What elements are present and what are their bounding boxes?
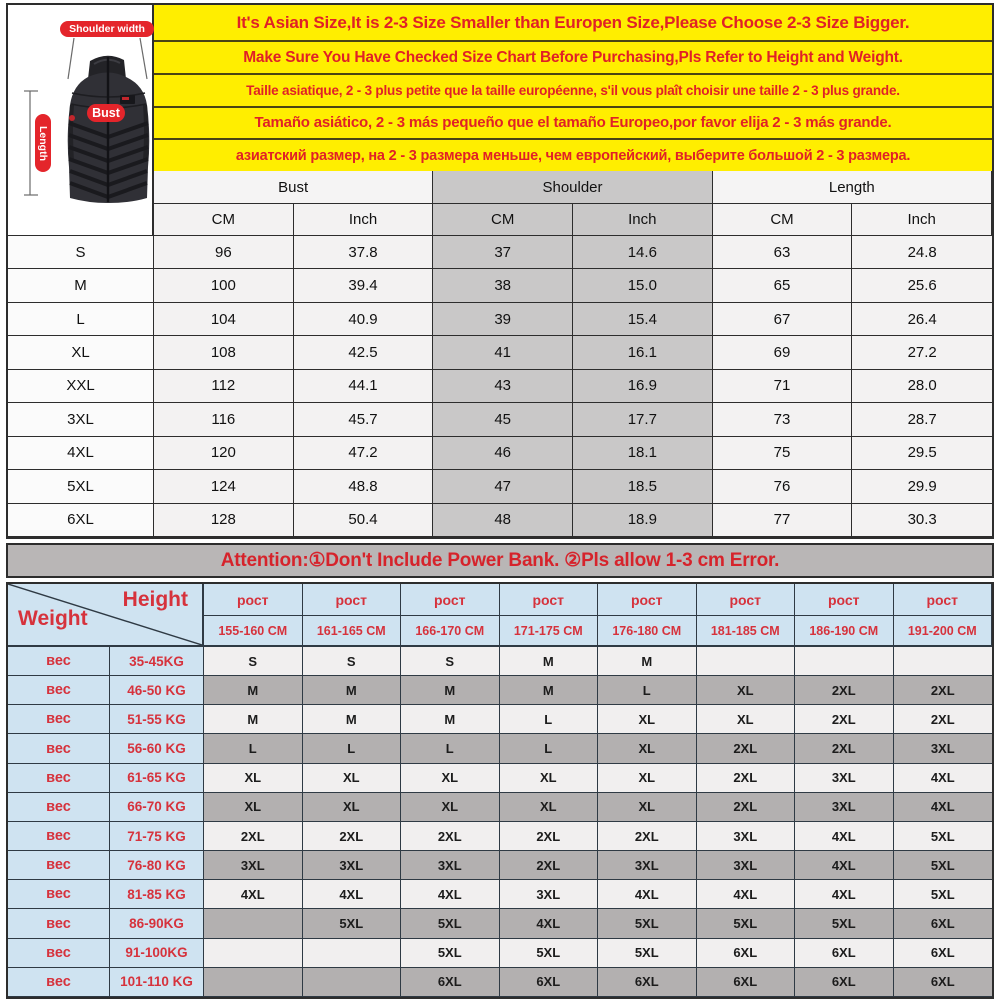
size-chart-value-cell: 18.9	[573, 504, 713, 537]
bust-text: Bust	[92, 106, 120, 120]
recommended-size-cell: 3XL	[795, 764, 894, 793]
recommended-size-cell	[204, 939, 303, 968]
weight-row-label: вес	[8, 880, 110, 909]
column-group-length: Length	[713, 171, 992, 204]
recommended-size-cell: 5XL	[894, 851, 993, 880]
size-chart-value-cell: 16.9	[573, 370, 713, 403]
unit-header-bust-cm: CM	[154, 204, 294, 236]
size-chart-value-cell: 71	[713, 370, 853, 403]
size-chart-value-cell: 41	[433, 336, 573, 369]
recommended-size-cell: M	[204, 705, 303, 734]
recommended-size-cell: S	[303, 647, 402, 676]
weight-range-label: 86-90KG	[110, 909, 204, 938]
unit-header-shoulder-inch: Inch	[573, 204, 713, 236]
weight-row-label: вес	[8, 968, 110, 997]
size-chart-value-cell: 46	[433, 437, 573, 470]
weight-range-label: 46-50 KG	[110, 676, 204, 705]
recommended-size-cell: 2XL	[894, 676, 993, 705]
size-row-label: 5XL	[8, 470, 154, 503]
recommended-size-cell: 4XL	[303, 880, 402, 909]
size-chart-value-cell: 24.8	[852, 236, 992, 269]
height-column-header: рост	[795, 584, 894, 616]
recommended-size-cell: XL	[598, 734, 697, 763]
size-chart-value-cell: 45	[433, 403, 573, 436]
banner-spanish: Tamaño asiático, 2 - 3 más pequeño que el tamaño Europeo,por favor elija 2 - 3 más grande.	[154, 108, 992, 141]
size-chart-value-cell: 37	[433, 236, 573, 269]
height-range-header: 161-165 CM	[303, 616, 402, 647]
height-range-header: 181-185 CM	[697, 616, 796, 647]
recommended-size-cell: M	[500, 647, 599, 676]
height-range-header: 171-175 CM	[500, 616, 599, 647]
recommended-size-cell: S	[204, 647, 303, 676]
recommended-size-cell: 2XL	[697, 734, 796, 763]
size-chart-value-cell: 17.7	[573, 403, 713, 436]
recommended-size-cell: 2XL	[795, 676, 894, 705]
length-text: Length	[37, 125, 49, 161]
recommended-size-cell: XL	[204, 793, 303, 822]
recommended-size-cell: 2XL	[401, 822, 500, 851]
recommended-size-cell	[303, 939, 402, 968]
recommended-size-cell: 3XL	[204, 851, 303, 880]
recommended-size-cell: M	[500, 676, 599, 705]
size-row-label: L	[8, 303, 154, 336]
recommended-size-cell: L	[500, 705, 599, 734]
weight-range-label: 76-80 KG	[110, 851, 204, 880]
size-chart-value-cell: 69	[713, 336, 853, 369]
height-column-header: рост	[697, 584, 796, 616]
recommended-size-cell: 2XL	[303, 822, 402, 851]
recommended-size-cell: 3XL	[500, 880, 599, 909]
size-row-label: XL	[8, 336, 154, 369]
recommended-size-cell: M	[598, 647, 697, 676]
weight-row-label: вес	[8, 851, 110, 880]
recommended-size-cell: 4XL	[500, 909, 599, 938]
recommended-size-cell: 6XL	[697, 939, 796, 968]
weight-range-label: 101-110 KG	[110, 968, 204, 997]
size-chart-value-cell: 50.4	[294, 504, 434, 537]
recommended-size-cell: 4XL	[795, 880, 894, 909]
recommended-size-cell: 3XL	[697, 851, 796, 880]
recommended-size-cell: 4XL	[598, 880, 697, 909]
unit-header-bust-inch: Inch	[294, 204, 434, 236]
recommended-size-cell: 6XL	[401, 968, 500, 997]
bust-label	[87, 104, 125, 122]
recommended-size-cell: 6XL	[894, 939, 993, 968]
weight-row-label: вес	[8, 909, 110, 938]
weight-range-label: 66-70 KG	[110, 793, 204, 822]
recommended-size-cell	[795, 647, 894, 676]
recommended-size-cell: XL	[204, 764, 303, 793]
size-chart-value-cell: 27.2	[852, 336, 992, 369]
corner-height-label: Height	[122, 588, 188, 611]
height-range-header: 155-160 CM	[204, 616, 303, 647]
weight-row-label: вес	[8, 676, 110, 705]
recommended-size-cell: 6XL	[697, 968, 796, 997]
recommended-size-cell: 3XL	[303, 851, 402, 880]
recommended-size-cell: 3XL	[795, 793, 894, 822]
column-group-shoulder: Shoulder	[433, 171, 712, 204]
size-chart-value-cell: 96	[154, 236, 294, 269]
unit-header-length-inch: Inch	[852, 204, 992, 236]
height-range-header: 186-190 CM	[795, 616, 894, 647]
attention-note: Attention:①Don't Include Power Bank. ②Pls allow 1-3 cm Error.	[6, 543, 994, 578]
recommended-size-cell: 2XL	[500, 822, 599, 851]
recommended-size-cell: 4XL	[697, 880, 796, 909]
recommended-size-cell	[204, 968, 303, 997]
recommended-size-cell: 2XL	[795, 734, 894, 763]
size-chart-value-cell: 120	[154, 437, 294, 470]
recommended-size-cell: 2XL	[795, 705, 894, 734]
size-chart-value-cell: 116	[154, 403, 294, 436]
weight-row-label: вес	[8, 647, 110, 676]
size-chart-value-cell: 38	[433, 269, 573, 302]
recommended-size-cell: 5XL	[401, 909, 500, 938]
recommended-size-cell: L	[204, 734, 303, 763]
weight-range-label: 51-55 KG	[110, 705, 204, 734]
recommended-size-cell: 3XL	[697, 822, 796, 851]
size-chart-value-cell: 28.7	[852, 403, 992, 436]
size-row-label: XXL	[8, 370, 154, 403]
size-chart-value-cell: 108	[154, 336, 294, 369]
height-weight-fit-table	[6, 582, 994, 999]
recommended-size-cell: XL	[697, 705, 796, 734]
weight-row-label: вес	[8, 822, 110, 851]
recommended-size-cell: 6XL	[500, 968, 599, 997]
size-chart-value-cell: 42.5	[294, 336, 434, 369]
size-chart-table	[6, 3, 994, 539]
size-chart-value-cell: 28.0	[852, 370, 992, 403]
height-column-header: рост	[894, 584, 993, 616]
size-chart-value-cell: 18.5	[573, 470, 713, 503]
recommended-size-cell: 5XL	[598, 939, 697, 968]
size-chart-value-cell: 30.3	[852, 504, 992, 537]
size-chart-value-cell: 44.1	[294, 370, 434, 403]
vest-product-image	[8, 5, 154, 236]
size-chart-value-cell: 25.6	[852, 269, 992, 302]
banner-english-check-chart: Make Sure You Have Checked Size Chart Before Purchasing,Pls Refer to Height and Weight.	[154, 42, 992, 75]
recommended-size-cell: 4XL	[894, 793, 993, 822]
size-chart-value-cell: 15.0	[573, 269, 713, 302]
recommended-size-cell: 2XL	[598, 822, 697, 851]
recommended-size-cell: XL	[500, 764, 599, 793]
recommended-size-cell	[697, 647, 796, 676]
size-chart-value-cell: 67	[713, 303, 853, 336]
recommended-size-cell: 4XL	[795, 851, 894, 880]
size-chart-value-cell: 77	[713, 504, 853, 537]
size-row-label: 4XL	[8, 437, 154, 470]
recommended-size-cell: 6XL	[598, 968, 697, 997]
length-label	[35, 114, 51, 172]
size-chart-value-cell: 15.4	[573, 303, 713, 336]
recommended-size-cell: L	[598, 676, 697, 705]
recommended-size-cell: 5XL	[598, 909, 697, 938]
size-chart-value-cell: 26.4	[852, 303, 992, 336]
recommended-size-cell: XL	[598, 764, 697, 793]
recommended-size-cell: 4XL	[795, 822, 894, 851]
recommended-size-cell: L	[500, 734, 599, 763]
recommended-size-cell: M	[204, 676, 303, 705]
recommended-size-cell: 3XL	[401, 851, 500, 880]
recommended-size-cell: M	[401, 676, 500, 705]
size-chart-value-cell: 43	[433, 370, 573, 403]
size-chart-value-cell: 16.1	[573, 336, 713, 369]
size-chart-value-cell: 112	[154, 370, 294, 403]
vest-illustration	[8, 5, 154, 236]
size-row-label: 6XL	[8, 504, 154, 537]
recommended-size-cell: 5XL	[894, 822, 993, 851]
recommended-size-cell: 6XL	[894, 909, 993, 938]
weight-row-label: вес	[8, 734, 110, 763]
banner-russian: азиатский размер, на 2 - 3 размера меньше, чем европейский, выберите большой 2 - 3 размера.	[154, 140, 992, 171]
recommended-size-cell: 5XL	[795, 909, 894, 938]
recommended-size-cell	[894, 647, 993, 676]
size-chart-value-cell: 47.2	[294, 437, 434, 470]
recommended-size-cell: 5XL	[500, 939, 599, 968]
weight-range-label: 71-75 KG	[110, 822, 204, 851]
recommended-size-cell: XL	[401, 764, 500, 793]
corner-weight-label: Weight	[18, 607, 88, 630]
size-chart-value-cell: 29.9	[852, 470, 992, 503]
recommended-size-cell: 2XL	[697, 793, 796, 822]
recommended-size-cell: M	[303, 705, 402, 734]
weight-row-label: вес	[8, 939, 110, 968]
recommended-size-cell: 4XL	[204, 880, 303, 909]
size-chart-value-cell: 76	[713, 470, 853, 503]
recommended-size-cell: S	[401, 647, 500, 676]
recommended-size-cell: 6XL	[795, 939, 894, 968]
size-chart-value-cell: 45.7	[294, 403, 434, 436]
banner-french: Taille asiatique, 2 - 3 plus petite que la taille européenne, s'il vous plaît choisir une taille 2 - 3 plus grande.	[154, 75, 992, 108]
vest-side-button	[69, 115, 75, 121]
recommended-size-cell: XL	[303, 793, 402, 822]
recommended-size-cell	[204, 909, 303, 938]
recommended-size-cell: L	[401, 734, 500, 763]
weight-row-label: вес	[8, 764, 110, 793]
height-weight-corner-cell	[8, 584, 204, 647]
warning-banners	[154, 5, 992, 171]
recommended-size-cell: M	[303, 676, 402, 705]
weight-range-label: 61-65 KG	[110, 764, 204, 793]
column-group-bust: Bust	[154, 171, 433, 204]
height-range-header: 191-200 CM	[894, 616, 993, 647]
size-chart-value-cell: 104	[154, 303, 294, 336]
size-chart-value-cell: 48	[433, 504, 573, 537]
recommended-size-cell: 6XL	[894, 968, 993, 997]
unit-header-shoulder-cm: CM	[433, 204, 573, 236]
size-chart-value-cell: 75	[713, 437, 853, 470]
weight-range-label: 91-100KG	[110, 939, 204, 968]
size-chart-value-cell: 73	[713, 403, 853, 436]
height-range-header: 176-180 CM	[598, 616, 697, 647]
recommended-size-cell: 2XL	[204, 822, 303, 851]
recommended-size-cell: L	[303, 734, 402, 763]
weight-range-label: 56-60 KG	[110, 734, 204, 763]
weight-row-label: вес	[8, 793, 110, 822]
shoulder-width-text: Shoulder width	[69, 23, 145, 35]
recommended-size-cell: XL	[598, 705, 697, 734]
recommended-size-cell: 2XL	[500, 851, 599, 880]
recommended-size-cell	[303, 968, 402, 997]
unit-header-length-cm: CM	[713, 204, 853, 236]
size-chart-value-cell: 47	[433, 470, 573, 503]
recommended-size-cell: XL	[598, 793, 697, 822]
height-column-header: рост	[401, 584, 500, 616]
recommended-size-cell: M	[401, 705, 500, 734]
size-chart-value-cell: 128	[154, 504, 294, 537]
recommended-size-cell: XL	[303, 764, 402, 793]
recommended-size-cell: 2XL	[894, 705, 993, 734]
size-chart-value-cell: 18.1	[573, 437, 713, 470]
size-chart-value-cell: 39	[433, 303, 573, 336]
recommended-size-cell: 6XL	[795, 968, 894, 997]
weight-row-label: вес	[8, 705, 110, 734]
recommended-size-cell: 5XL	[697, 909, 796, 938]
recommended-size-cell: 5XL	[401, 939, 500, 968]
recommended-size-cell: XL	[500, 793, 599, 822]
recommended-size-cell: 4XL	[401, 880, 500, 909]
recommended-size-cell: 5XL	[303, 909, 402, 938]
size-row-label: 3XL	[8, 403, 154, 436]
weight-range-label: 81-85 KG	[110, 880, 204, 909]
height-column-header: рост	[598, 584, 697, 616]
recommended-size-cell: XL	[401, 793, 500, 822]
recommended-size-cell: 5XL	[894, 880, 993, 909]
shoulder-width-label	[60, 21, 154, 37]
height-column-header: рост	[500, 584, 599, 616]
size-row-label: S	[8, 236, 154, 269]
size-chart-value-cell: 29.5	[852, 437, 992, 470]
height-column-header: рост	[303, 584, 402, 616]
weight-range-label: 35-45KG	[110, 647, 204, 676]
size-chart-value-cell: 40.9	[294, 303, 434, 336]
size-chart-value-cell: 124	[154, 470, 294, 503]
recommended-size-cell: 4XL	[894, 764, 993, 793]
banner-english-size-warning: It's Asian Size,It is 2-3 Size Smaller than Europen Size,Please Choose 2-3 Size Bigger.	[154, 5, 992, 42]
size-chart-value-cell: 14.6	[573, 236, 713, 269]
size-chart-value-cell: 39.4	[294, 269, 434, 302]
size-chart-value-cell: 100	[154, 269, 294, 302]
recommended-size-cell: XL	[697, 676, 796, 705]
size-chart-value-cell: 48.8	[294, 470, 434, 503]
recommended-size-cell: 3XL	[598, 851, 697, 880]
size-chart-value-cell: 37.8	[294, 236, 434, 269]
recommended-size-cell: 3XL	[894, 734, 993, 763]
size-chart-value-cell: 63	[713, 236, 853, 269]
height-column-header: рост	[204, 584, 303, 616]
recommended-size-cell: 2XL	[697, 764, 796, 793]
height-range-header: 166-170 CM	[401, 616, 500, 647]
size-row-label: M	[8, 269, 154, 302]
size-chart-value-cell: 65	[713, 269, 853, 302]
